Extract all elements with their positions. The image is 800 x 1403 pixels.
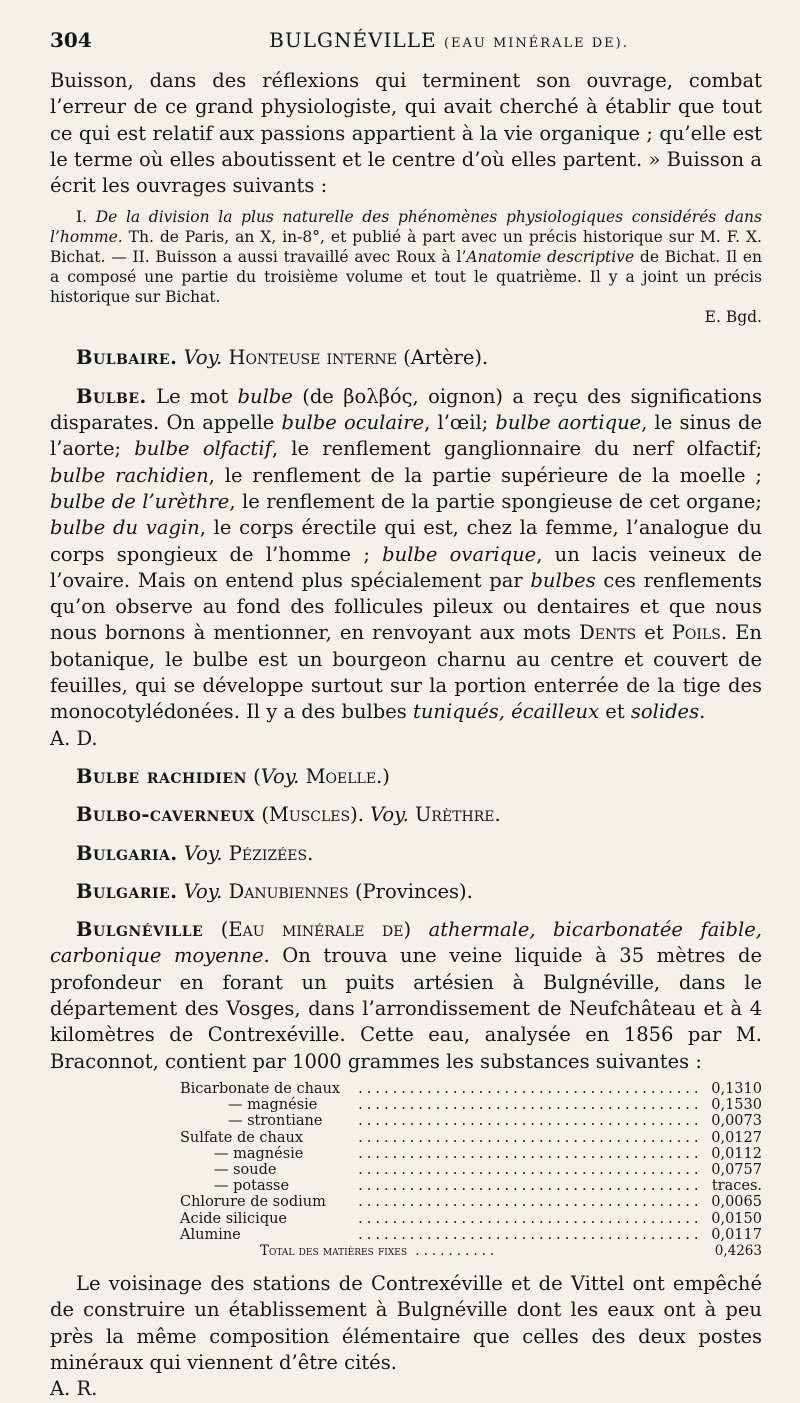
- works-number: I.: [76, 208, 88, 227]
- voy-label: Voy.: [183, 346, 223, 370]
- headword-bulbe: Bulbe.: [76, 384, 147, 408]
- definition-text: .: [699, 700, 706, 724]
- italic-term: solides: [630, 700, 700, 724]
- italic-term: bulbe olfactif: [134, 437, 272, 461]
- italic-term: bulbe aortique: [495, 411, 642, 435]
- substance-name-cell: [180, 1097, 358, 1113]
- entry-bulgaria: [50, 841, 762, 867]
- cross-ref-rest: (Provinces).: [354, 879, 473, 903]
- voy-label: Voy.: [183, 879, 223, 903]
- definition-text: ces renflements qu’on observe au fond des follicules pileux ou dentaires et que nous nous bornons à mentionner, en renvoyant aux mots: [50, 568, 763, 645]
- definition-text: (de βολβός, oignon) a reçu des significations disparates. On appelle: [50, 384, 763, 435]
- headword-bulbo-caverneux: Bulbo-caverneux: [76, 803, 256, 827]
- substance-value: traces.: [711, 1178, 762, 1195]
- entry-bulbaire: [50, 345, 762, 371]
- definition-text: , le renflement ganglionnaire du nerf olfactif;: [271, 437, 763, 461]
- definition-text: , l’œil;: [424, 411, 496, 435]
- substance-name-cell: [180, 1178, 358, 1194]
- bulgneville-text: On trouva une veine liquide à 35 mètres de profondeur en forant un puits artésien à Bulgnéville, dans le département des Vosges, dans l’arrondissement de Neufchâteau et à 4 kilomètres de Contrexéville. Cette eau, analysée en 1856 par M. Braconnot, contient par 1000 grammes les substances suivantes :: [50, 944, 762, 1073]
- substance-row: [180, 1113, 762, 1129]
- substance-name-cell: [180, 1146, 358, 1162]
- entry-subtitle: (Eau minérale de): [220, 918, 412, 942]
- substance-name: Alumine: [180, 1226, 241, 1243]
- definition-text: . En botanique, le bulbe est un bourgeon charnu au centre et couvert de feuilles, qui se développe surtout sur la portion enterrée de la tige des monocotylédonées. Il y a des bulbes: [50, 621, 762, 724]
- italic-term: bulbe du vagin: [50, 516, 200, 540]
- definition-text: , un lacis veineux de l’ovaire. Mais on entend plus spécialement par: [50, 542, 763, 592]
- substance-name: Bicarbonate de chaux: [180, 1080, 341, 1097]
- italic-term: bulbe rachidien: [50, 463, 209, 487]
- dot-leader: ........................................: [358, 1161, 703, 1178]
- cross-ref: Honteuse interne: [228, 346, 397, 370]
- definition-text: et: [599, 700, 631, 724]
- substance-value: 0,0112: [711, 1145, 762, 1162]
- works-text-2: de Bichat. Il en a composé une partie du troisième volume et tout le quatrième. Il y a joint un précis historique sur Bichat.: [50, 248, 762, 307]
- headword-bulgaria: Bulgaria.: [76, 841, 178, 865]
- total-label: Total des matières fixes: [260, 1242, 407, 1259]
- running-title-main: BULGNÉVILLE: [269, 28, 437, 52]
- substance-value: 0,0073: [711, 1113, 762, 1130]
- substance-name: — potasse: [214, 1178, 290, 1195]
- definition-text: Le mot: [156, 384, 238, 408]
- dot-leader: ........................................: [358, 1097, 703, 1114]
- entry-bulbe-rachidien: [50, 764, 762, 790]
- definition-text: et: [636, 621, 672, 645]
- cross-ref: Poils: [671, 621, 721, 645]
- voy-label: Voy.: [370, 803, 409, 827]
- substance-value: 0,0757: [711, 1161, 762, 1178]
- buisson-signature: E. Bgd.: [704, 308, 762, 327]
- bulbe-signature: A. D.: [50, 726, 98, 750]
- substance-row: [180, 1081, 762, 1097]
- category: (Muscles).: [261, 803, 364, 827]
- entry-bulgneville: [50, 917, 762, 1075]
- substance-row: [180, 1178, 762, 1194]
- dot-leader: ........................................: [358, 1113, 703, 1130]
- substance-name-cell: [180, 1211, 358, 1227]
- italic-term: bulbe ovarique: [382, 542, 537, 566]
- dot-leader: ........................................: [358, 1080, 703, 1097]
- cross-ref: Danubiennes: [228, 879, 349, 903]
- page-number: 304: [50, 28, 92, 52]
- entry-bulbo-caverneux: [50, 802, 762, 828]
- substance-row: [180, 1130, 762, 1146]
- italic-term: bulbe oculaire: [281, 411, 425, 435]
- headword-bulbaire: Bulbaire.: [76, 346, 178, 370]
- definition-text: , le corps érectile qui est, chez la femme, l’analogue du corps spongieux de l’homme ;: [50, 516, 762, 566]
- substance-value: 0,0065: [711, 1194, 762, 1211]
- cross-ref: Urèthre.: [414, 803, 501, 827]
- cross-ref: Dents: [579, 621, 637, 645]
- running-title-paren: (EAU MINÉRALE DE).: [443, 36, 629, 51]
- headword-bulgarie: Bulgarie.: [76, 879, 178, 903]
- substance-row: [180, 1146, 762, 1162]
- works-title-2: Anatomie descriptive: [466, 248, 635, 267]
- water-classification: athermale, bicarbonatée faible, carbonique moyenne.: [50, 918, 763, 968]
- definition-text: , le renflement de la partie supérieure de la moelle ;: [208, 463, 762, 487]
- dot-leader: ........................................: [358, 1194, 703, 1211]
- closing-paragraph: Le voisinage des stations de Contrexéville et de Vittel ont empêché de construire un établissement à Bulgnéville dont les eaux ont à peu près la même composition élémentaire que celles des deux postes minéraux qui viennent d’être cités.: [50, 1272, 762, 1375]
- substance-value: 0,0150: [711, 1210, 762, 1227]
- headword-bulbe-rachidien: Bulbe rachidien: [76, 764, 247, 788]
- substance-name: — magnésie: [228, 1097, 318, 1114]
- running-header: [50, 28, 762, 68]
- substance-name: Chlorure de sodium: [180, 1194, 326, 1211]
- substance-value: 0,0117: [711, 1226, 762, 1243]
- definition-text: , le renflement de la partie spongieuse de cet organe;: [229, 489, 762, 513]
- substance-value: 0,0127: [711, 1129, 762, 1146]
- dot-leader: ........................................: [358, 1178, 703, 1195]
- substance-row: [180, 1097, 762, 1113]
- substance-name-cell: [180, 1162, 358, 1178]
- entry-bulbe: [50, 384, 762, 726]
- definition-text: , le sinus de l’aorte;: [50, 411, 763, 461]
- italic-term: bulbes: [530, 568, 596, 592]
- paren-close: .): [376, 764, 390, 788]
- total-leader: ..........: [407, 1242, 499, 1259]
- substance-name: Sulfate de chaux: [180, 1129, 304, 1146]
- italic-term: bulbe: [237, 384, 293, 408]
- substance-name-cell: [180, 1227, 358, 1243]
- dot-leader: ........................................: [358, 1145, 703, 1162]
- cross-ref-rest: (Artère).: [403, 346, 489, 370]
- bulbe-definition: [50, 385, 762, 724]
- substance-row: [180, 1162, 762, 1178]
- total-value: 0,4263: [714, 1242, 762, 1259]
- bulgneville-signature: A. R.: [50, 1377, 98, 1401]
- dot-leader: ........................................: [358, 1129, 703, 1146]
- headword-bulgneville: Bulgnéville: [76, 918, 204, 942]
- total-row: [180, 1243, 762, 1259]
- substances-table: [180, 1081, 762, 1259]
- cross-ref: Pézizées.: [228, 841, 314, 865]
- dot-leader: ........................................: [358, 1210, 703, 1227]
- works-title-1: De la division la plus naturelle des phénomènes physiologiques considérés dans l’homme.: [50, 208, 762, 247]
- works-text-1: Th. de Paris, an X, in-8°, et publié à part avec un précis historique sur M. F. X. Bichat. — II. Buisson a aussi travaillé avec Roux à l’: [50, 228, 762, 267]
- substance-name: — soude: [214, 1161, 277, 1178]
- substance-name-cell: [180, 1081, 358, 1097]
- substance-name-cell: [180, 1194, 358, 1210]
- entry-bulgarie: [50, 879, 762, 905]
- dot-leader: ........................................: [358, 1226, 703, 1243]
- italic-term: tuniqués, écailleux: [413, 700, 600, 724]
- substance-name: — strontiane: [228, 1113, 323, 1130]
- voy-label: Voy.: [260, 764, 300, 788]
- running-title: [136, 28, 762, 52]
- substance-row: [180, 1194, 762, 1210]
- italic-term: bulbe de l’urèthre: [50, 489, 230, 513]
- substance-row: [180, 1211, 762, 1227]
- cross-ref: Moelle: [305, 764, 377, 788]
- substance-name-cell: [180, 1113, 358, 1129]
- buisson-works: [50, 207, 762, 307]
- substance-value: 0,1530: [711, 1097, 762, 1114]
- substance-name-cell: [180, 1130, 358, 1146]
- substance-value: 0,1310: [711, 1080, 762, 1097]
- paren-open: (: [253, 764, 261, 788]
- buisson-paragraph: Buisson, dans des réflexions qui terminent son ouvrage, combat l’erreur de ce grand physiologiste, qui avait cherché à établir que tout ce qui est relatif aux passions appartient à la vie organique ; qu’elle est le terme où elles aboutissent et le centre d’où elles partent. » Buisson a écrit les ouvrages suivants :: [50, 69, 762, 198]
- substance-name: Acide silicique: [180, 1210, 288, 1227]
- substance-name: — magnésie: [214, 1145, 304, 1162]
- voy-label: Voy.: [183, 841, 223, 865]
- total-label-cell: [180, 1243, 703, 1259]
- substance-row: [180, 1227, 762, 1243]
